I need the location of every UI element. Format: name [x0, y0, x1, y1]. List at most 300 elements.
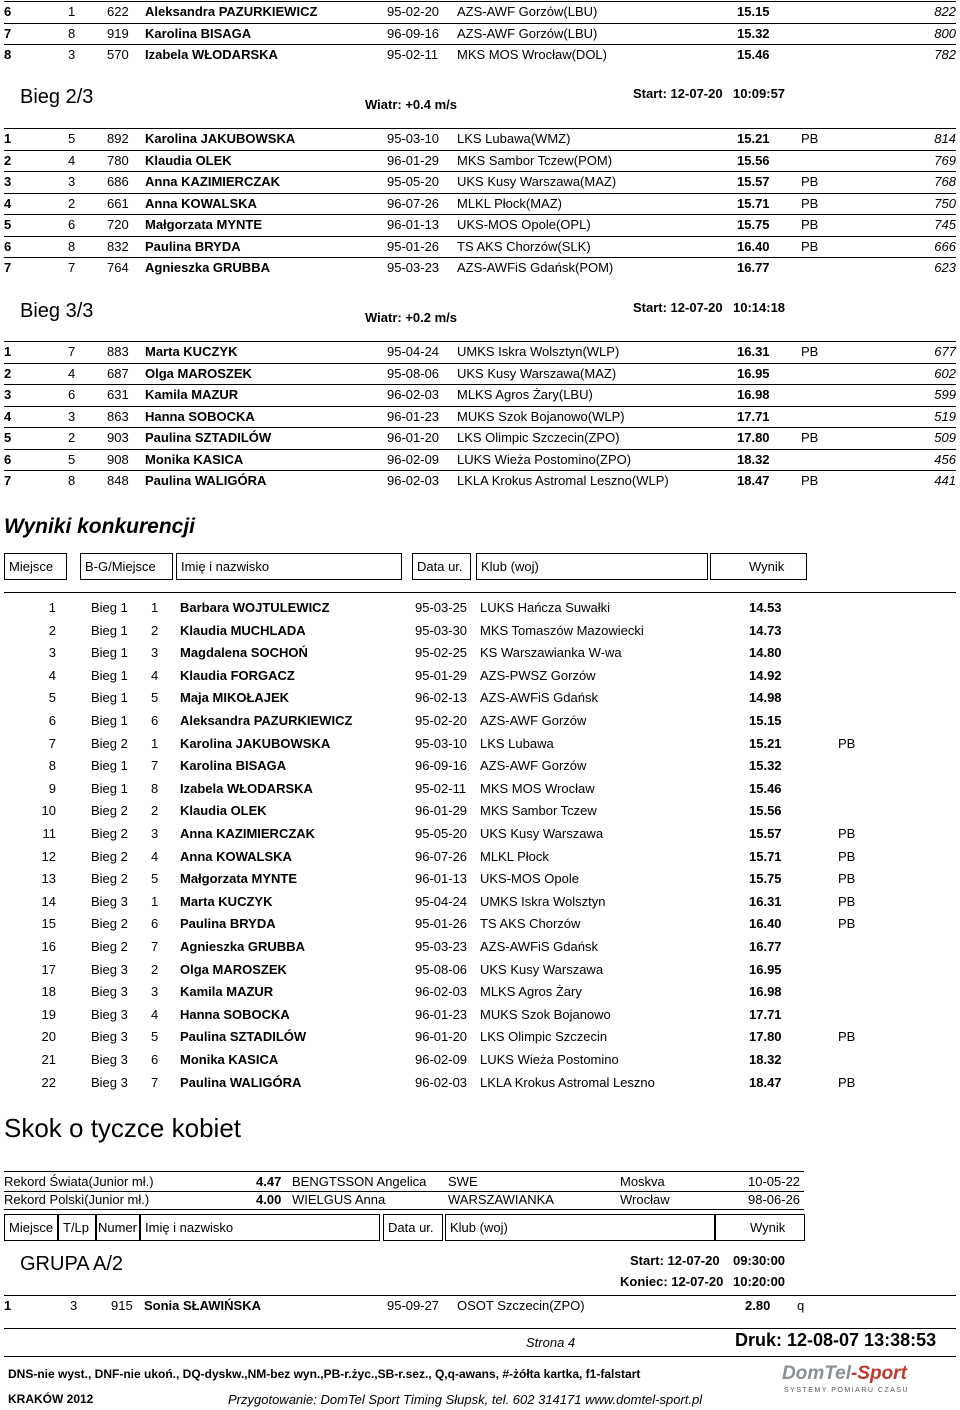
points: 441: [934, 473, 956, 488]
athlete-name: Klaudia OLEK: [180, 803, 267, 819]
lane: 3: [68, 408, 76, 424]
club: AZS-AWF Gorzów: [480, 758, 587, 774]
place: 7: [4, 25, 12, 41]
birth-date: 96-01-13: [387, 217, 440, 232]
bib-number: 622: [107, 4, 129, 19]
lane: 6: [68, 387, 76, 402]
points: 750: [934, 195, 956, 211]
place: 8: [48, 758, 56, 774]
table-row: [0, 687, 960, 709]
result: 16.40: [749, 916, 782, 932]
bib-number: 570: [107, 47, 129, 62]
lane: 3: [70, 1298, 78, 1313]
table-row: [0, 755, 960, 777]
result: 14.98: [749, 690, 782, 706]
heat: Bieg 3: [91, 893, 128, 909]
note: PB: [838, 1074, 856, 1090]
place: 7: [4, 473, 12, 488]
lane: 3: [68, 174, 76, 189]
result: 15.32: [749, 758, 782, 774]
birth-date: 95-04-24: [415, 893, 468, 909]
table-row: [4, 341, 956, 363]
points: 677: [934, 344, 956, 359]
place: 6: [4, 238, 12, 254]
athlete-name: Klaudia MUCHLADA: [180, 622, 306, 638]
points: 745: [934, 217, 956, 232]
result: 15.57: [737, 174, 770, 189]
club: KS Warszawianka W-wa: [480, 645, 622, 661]
athlete-name: Agnieszka GRUBBA: [180, 939, 305, 954]
note: PB: [838, 848, 856, 864]
lane: 4: [68, 152, 76, 168]
table-row: [4, 363, 956, 385]
place: 9: [48, 780, 56, 796]
table-row: [0, 868, 960, 890]
club: MLKS Agros Żary(LBU): [457, 387, 593, 402]
pv-header-dob: Data ur.: [383, 1214, 443, 1241]
note: PB: [801, 238, 819, 254]
result: 15.71: [749, 848, 782, 864]
header-place: Miejsce: [4, 553, 67, 580]
birth-date: 95-05-20: [387, 174, 440, 189]
record-city: Wrocław: [620, 1192, 670, 1207]
table-row: [0, 778, 960, 800]
result: 15.56: [737, 152, 770, 168]
record-holder: WIELGUS Anna: [292, 1192, 386, 1207]
table-row: [4, 128, 956, 150]
heat-place: 1: [151, 735, 159, 751]
place: 5: [4, 217, 12, 232]
footer-rule-bottom: [4, 1356, 956, 1357]
place: 1: [4, 344, 12, 359]
result: 15.75: [737, 217, 770, 232]
table-row: [4, 257, 956, 279]
competition-title: Wyniki konkurencji: [4, 515, 195, 538]
place: 18: [41, 984, 56, 1000]
note: PB: [801, 195, 819, 211]
lane: 4: [68, 365, 76, 381]
heat: Bieg 1: [91, 622, 128, 638]
club: OSOT Szczecin(ZPO): [457, 1298, 585, 1313]
athlete-name: Monika KASICA: [145, 451, 244, 467]
result: 15.46: [749, 780, 782, 796]
birth-date: 96-01-13: [415, 871, 468, 887]
place: 4: [4, 408, 12, 424]
club: TS AKS Chorzów(SLK): [457, 238, 591, 254]
points: 519: [934, 408, 956, 424]
table-row: [4, 406, 956, 428]
heat: Bieg 2: [91, 871, 128, 887]
note: PB: [801, 344, 819, 359]
athlete-name: Maja MIKOŁAJEK: [180, 690, 290, 706]
club: MKS MOS Wrocław: [480, 780, 595, 796]
birth-date: 96-02-13: [415, 690, 468, 706]
table-row: [4, 236, 956, 258]
place: 6: [48, 713, 56, 728]
heat: Bieg 1: [91, 690, 128, 706]
birth-date: 95-02-11: [387, 47, 439, 62]
result: 15.15: [737, 4, 770, 19]
heat: Bieg 1: [91, 713, 128, 728]
athlete-name: Karolina JAKUBOWSKA: [180, 735, 331, 751]
result: 16.77: [737, 260, 770, 275]
result: 15.21: [737, 131, 770, 146]
heat: Bieg 1: [91, 600, 128, 615]
athlete-name: Izabela WŁODARSKA: [180, 780, 313, 796]
club: AZS-AWFiS Gdańsk(POM): [457, 260, 614, 275]
bib-number: 848: [107, 473, 129, 488]
place: 2: [4, 365, 12, 381]
table-row: [4, 23, 956, 45]
result: 16.98: [737, 387, 770, 402]
birth-date: 95-03-10: [387, 131, 440, 146]
points: 800: [934, 25, 956, 41]
points: 666: [934, 238, 956, 254]
heat-place: 7: [151, 758, 159, 774]
lane: 8: [68, 238, 76, 254]
heat-place: 4: [151, 848, 159, 864]
note: PB: [801, 473, 819, 488]
place: 6: [4, 4, 12, 19]
record-row: [4, 1190, 804, 1210]
heat-3-wind: Wiatr: +0.2 m/s: [365, 310, 458, 325]
athlete-name: Aleksandra PAZURKIEWICZ: [180, 713, 353, 728]
page-number: Strona 4: [526, 1335, 576, 1350]
table-row: [0, 891, 960, 913]
club: MUKS Szok Bojanowo: [480, 1006, 611, 1022]
place: 15: [41, 916, 56, 932]
table-row: [4, 427, 956, 449]
record-holder: BENGTSSON Angelica: [292, 1174, 427, 1189]
club: MKS Sambor Tczew(POM): [457, 152, 613, 168]
header-heat: B-G/Miejsce: [80, 553, 173, 580]
table-row: [4, 193, 956, 215]
heat-place: 2: [151, 622, 159, 638]
birth-date: 96-01-23: [415, 1006, 468, 1022]
table-row: [4, 449, 956, 471]
heat: Bieg 1: [91, 758, 128, 774]
bib-number: 892: [107, 131, 129, 146]
bib-number: 687: [107, 365, 129, 381]
points: 782: [934, 47, 956, 62]
table-row: [4, 44, 956, 66]
place: 11: [42, 826, 56, 841]
place: 4: [4, 195, 12, 211]
birth-date: 96-01-29: [387, 152, 440, 168]
group-start-time: 09:30:00: [733, 1253, 786, 1268]
heat-place: 1: [151, 893, 159, 909]
heat-place: 5: [151, 1029, 159, 1045]
table-row: [0, 800, 960, 822]
table-row: [0, 1026, 960, 1048]
bib-number: 863: [107, 408, 129, 424]
points: 599: [934, 387, 956, 402]
heat-place: 4: [151, 667, 159, 683]
birth-date: 95-03-23: [387, 260, 440, 275]
table-row: [0, 846, 960, 868]
result: 18.32: [737, 451, 770, 467]
result: 17.80: [737, 430, 770, 445]
table-row: [0, 597, 960, 619]
table-row: [4, 1295, 956, 1317]
club: LUKS Hańcza Suwałki: [480, 600, 611, 615]
club: LKLA Krokus Astromal Leszno: [480, 1074, 655, 1090]
pv-header-lp: T/Lp: [58, 1214, 96, 1241]
result: 14.80: [749, 645, 782, 661]
birth-date: 96-02-09: [387, 451, 440, 467]
athlete-name: Marta KUCZYK: [180, 893, 273, 909]
heat-3-title: Bieg 3/3: [20, 300, 94, 322]
heat-place: 3: [151, 826, 159, 841]
place: 12: [41, 848, 56, 864]
header-result: Wynik: [710, 553, 807, 580]
athlete-name: Anna KAZIMIERCZAK: [145, 174, 281, 189]
bib-number: 915: [111, 1298, 133, 1313]
result: 15.15: [749, 713, 782, 728]
points: 623: [934, 260, 956, 275]
heat-place: 1: [151, 600, 159, 615]
result: 16.77: [749, 939, 782, 954]
result: 2.80: [745, 1298, 771, 1313]
birth-date: 96-02-03: [387, 387, 440, 402]
birth-date: 95-02-20: [387, 4, 440, 19]
competition-divider: [4, 592, 956, 593]
heat-place: 7: [151, 939, 159, 954]
heat: Bieg 3: [91, 1029, 128, 1045]
athlete-name: Klaudia FORGACZ: [180, 667, 295, 683]
table-row: [4, 171, 956, 193]
club: UKS Kusy Warszawa: [480, 961, 604, 977]
place: 7: [48, 735, 56, 751]
lane: 5: [68, 131, 76, 146]
result: 14.53: [749, 600, 782, 615]
heat-place: 6: [151, 916, 159, 932]
group-end: Koniec: 12-07-20: [620, 1274, 724, 1289]
birth-date: 96-01-23: [387, 408, 440, 424]
record-label: Rekord Świata(Junior mł.): [4, 1174, 154, 1189]
note: PB: [838, 916, 856, 932]
birth-date: 95-03-25: [415, 600, 468, 615]
athlete-name: Paulina SZTADILÓW: [145, 430, 272, 445]
table-row: [0, 823, 960, 845]
record-mark: 4.00: [256, 1192, 282, 1207]
result: 15.46: [737, 47, 770, 62]
heat: Bieg 1: [91, 780, 128, 796]
record-country: WARSZAWIANKA: [448, 1192, 554, 1207]
table-row: [4, 1, 956, 23]
club: MKS Sambor Tczew: [480, 803, 597, 819]
birth-date: 96-02-09: [415, 1052, 468, 1067]
lane: 8: [68, 473, 76, 488]
club: LKS Lubawa(WMZ): [457, 131, 571, 146]
athlete-name: Aleksandra PAZURKIEWICZ: [145, 4, 318, 19]
record-date: 10-05-22: [748, 1174, 801, 1189]
birth-date: 96-09-16: [415, 758, 468, 774]
bib-number: 661: [107, 195, 129, 211]
record-row: [4, 1171, 804, 1192]
club: AZS-PWSZ Gorzów: [480, 667, 596, 683]
heat-place: 5: [151, 871, 159, 887]
place: 6: [4, 451, 12, 467]
domtel-logo: [782, 1363, 934, 1399]
result: 16.40: [737, 238, 770, 254]
bib-number: 883: [107, 344, 129, 359]
table-row: [0, 620, 960, 642]
club: LUKS Wieża Postomino: [480, 1052, 619, 1067]
result: 18.47: [737, 473, 770, 488]
table-row: [0, 642, 960, 664]
club: AZS-AWF Gorzów(LBU): [457, 25, 598, 41]
note: PB: [801, 174, 819, 189]
header-dob: Data ur.: [412, 553, 471, 580]
place: 17: [41, 961, 56, 977]
note: PB: [838, 826, 856, 841]
club: LKS Lubawa: [480, 735, 554, 751]
place: 22: [41, 1074, 56, 1090]
birth-date: 95-03-10: [415, 735, 468, 751]
birth-date: 96-01-20: [387, 430, 440, 445]
birth-date: 95-02-11: [415, 780, 467, 796]
heat-place: 8: [151, 780, 159, 796]
bib-number: 832: [107, 238, 129, 254]
print-date: Druk: 12-08-07 13:38:53: [735, 1330, 937, 1350]
birth-date: 95-04-24: [387, 344, 440, 359]
heat: Bieg 2: [91, 848, 128, 864]
table-row: [4, 384, 956, 406]
result: 15.56: [749, 803, 782, 819]
bib-number: 908: [107, 451, 129, 467]
birth-date: 96-07-26: [415, 848, 468, 864]
club: AZS-AWF Gorzów(LBU): [457, 4, 598, 19]
result: 16.31: [737, 344, 770, 359]
heat-2-wind: Wiatr: +0.4 m/s: [365, 97, 458, 112]
athlete-name: Małgorzata MYNTE: [145, 217, 263, 232]
heat-place: 4: [151, 1006, 159, 1022]
heat-place: 3: [151, 645, 159, 661]
bib-number: 631: [107, 387, 129, 402]
group-title: GRUPA A/2: [20, 1253, 124, 1275]
athlete-name: Paulina BRYDA: [180, 916, 276, 932]
table-row: [0, 936, 960, 958]
place: 5: [4, 430, 12, 445]
result: 18.47: [749, 1074, 782, 1090]
result: 16.95: [749, 961, 782, 977]
athlete-name: Sonia SŁAWIŃSKA: [144, 1298, 262, 1313]
table-row: [0, 1004, 960, 1026]
note: PB: [801, 217, 819, 232]
record-country: SWE: [448, 1174, 478, 1189]
heat: Bieg 2: [91, 735, 128, 751]
heat-place: 2: [151, 961, 159, 977]
result: 17.71: [737, 408, 770, 424]
heat: Bieg 2: [91, 826, 128, 841]
points: 822: [934, 4, 956, 19]
note: PB: [838, 893, 856, 909]
heat: Bieg 3: [91, 1052, 128, 1067]
result: 15.32: [737, 25, 770, 41]
birth-date: 95-05-20: [415, 826, 468, 841]
pv-header-bib: Numer: [96, 1214, 140, 1241]
athlete-name: Karolina BISAGA: [180, 758, 287, 774]
lane: 1: [68, 4, 76, 19]
heat: Bieg 1: [91, 667, 128, 683]
heat-place: 6: [151, 1052, 159, 1067]
place: 7: [4, 260, 12, 275]
club: AZS-AWFiS Gdańsk: [480, 690, 598, 706]
place: 8: [4, 47, 12, 62]
birth-date: 95-01-29: [415, 667, 468, 683]
club: UKS Kusy Warszawa(MAZ): [457, 365, 617, 381]
birth-date: 95-08-06: [415, 961, 468, 977]
athlete-name: Anna KOWALSKA: [145, 195, 257, 211]
heat: Bieg 3: [91, 984, 128, 1000]
bib-number: 686: [107, 174, 129, 189]
lane: 3: [68, 47, 76, 62]
lane: 7: [68, 260, 76, 275]
heat: Bieg 3: [91, 1074, 128, 1090]
result: 16.31: [749, 893, 782, 909]
club: MLKS Agros Żary: [480, 984, 582, 1000]
athlete-name: Anna KAZIMIERCZAK: [180, 826, 316, 841]
club: UKS Kusy Warszawa: [480, 826, 604, 841]
athlete-name: Hanna SOBOCKA: [180, 1006, 290, 1022]
place: 16: [41, 939, 56, 954]
athlete-name: Olga MAROSZEK: [180, 961, 287, 977]
club: MKS MOS Wrocław(DOL): [457, 47, 607, 62]
table-row: [0, 710, 960, 732]
pv-header-result: Wynik: [715, 1214, 805, 1241]
birth-date: 95-03-23: [415, 939, 468, 954]
athlete-name: Karolina JAKUBOWSKA: [145, 131, 296, 146]
heat: Bieg 2: [91, 939, 128, 954]
prepared-by: Przygotowanie: DomTel Sport Timing Słupsk, tel. 602 314171 www.domtel-sport.pl: [228, 1392, 703, 1407]
athlete-name: Marta KUCZYK: [145, 344, 238, 359]
birth-date: 95-03-30: [415, 622, 468, 638]
place: 14: [41, 893, 56, 909]
record-city: Moskva: [620, 1174, 665, 1189]
heat-2-start-time: 10:09:57: [733, 86, 786, 101]
heat-place: 7: [151, 1074, 159, 1090]
note: PB: [838, 871, 856, 887]
lane: 6: [68, 217, 76, 232]
birth-date: 96-01-20: [415, 1029, 468, 1045]
logo-subtitle: SYSTEMY POMIARU CZASU: [784, 1387, 910, 1394]
note: PB: [838, 1029, 856, 1045]
header-name: Imię i nazwisko: [176, 553, 402, 580]
bib-number: 720: [107, 217, 129, 232]
club: UKS-MOS Opole(OPL): [457, 217, 591, 232]
athlete-name: Małgorzata MYNTE: [180, 871, 298, 887]
athlete-name: Paulina BRYDA: [145, 238, 241, 254]
athlete-name: Izabela WŁODARSKA: [145, 47, 278, 62]
athlete-name: Klaudia OLEK: [145, 152, 232, 168]
place: 20: [41, 1029, 56, 1045]
result: 15.75: [749, 871, 782, 887]
table-row: [0, 733, 960, 755]
lane: 8: [68, 25, 76, 41]
club: MLKL Płock: [480, 848, 549, 864]
points: 814: [934, 131, 956, 146]
table-row: [0, 1072, 960, 1094]
birth-date: 95-01-26: [415, 916, 468, 932]
club: LUKS Wieża Postomino(ZPO): [457, 451, 632, 467]
lane: 2: [68, 195, 76, 211]
legend-text: DNS-nie wyst., DNF-nie ukoń., DQ-dyskw.,NM-bez wyn.,PB-r.życ.,SB-r.sez., Q,q-awans, #-żółta kartka, f1-falstart: [8, 1367, 641, 1381]
place: 13: [41, 871, 56, 887]
athlete-name: Paulina SZTADILÓW: [180, 1029, 307, 1045]
record-date: 98-06-26: [748, 1192, 801, 1207]
logo-accent: -Sport: [850, 1363, 907, 1384]
